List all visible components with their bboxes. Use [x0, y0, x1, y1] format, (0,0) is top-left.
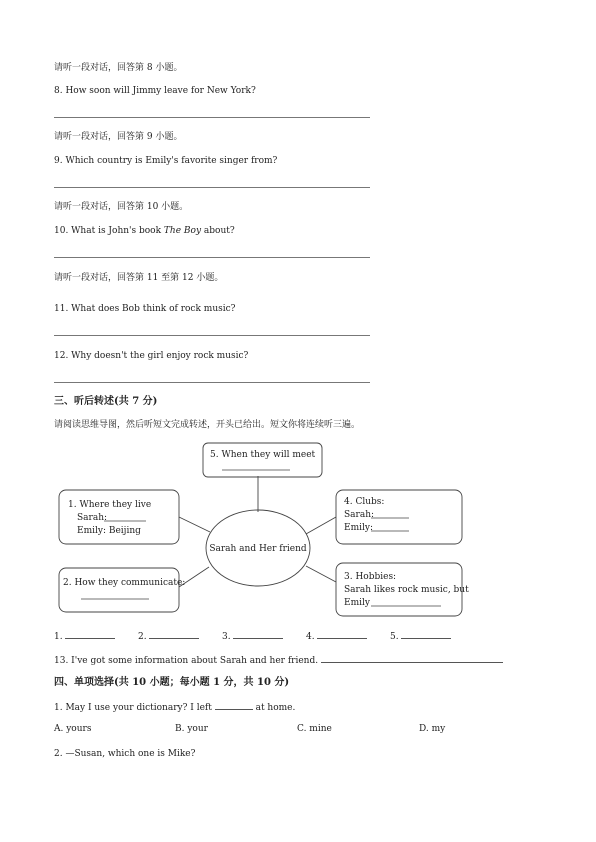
option-b[interactable]: B. your	[175, 724, 208, 734]
mc-blank-1[interactable]	[215, 701, 253, 710]
mindmap-box4-emily: Emily:	[344, 523, 373, 533]
answer-line-11[interactable]	[54, 335, 370, 336]
question-10-end: about?	[201, 226, 235, 236]
mindmap-box1-title: 1. Where they live	[68, 500, 152, 510]
blank-1-label: 1.	[54, 632, 63, 642]
mindmap-box1-sarah: Sarah:	[77, 513, 108, 523]
mc-question-2: 2. —Susan, which one is Mike?	[54, 749, 196, 759]
question-10	[54, 225, 235, 237]
question-9: 9. Which country is Emily's favorite singer from?	[54, 156, 278, 166]
blank-3-label: 3.	[222, 632, 231, 642]
mindmap-box1-emily: Emily: Beijing	[77, 526, 141, 536]
section-4-title: 四、单项选择(共 10 小题；每小题 1 分，共 10 分)	[54, 677, 290, 688]
option-a[interactable]: A. yours	[54, 724, 92, 734]
instruction-q11-12: 请听一段对话，回答第 11 至第 12 小题。	[54, 273, 224, 283]
answer-line-10[interactable]	[54, 257, 370, 258]
instruction-q8: 请听一段对话，回答第 8 小题。	[54, 63, 183, 73]
answer-line-12[interactable]	[54, 382, 370, 383]
answer-line-9[interactable]	[54, 187, 370, 188]
mindmap-box3-emily: Emily	[344, 598, 370, 608]
answer-line-13[interactable]	[321, 654, 503, 663]
blank-4-label: 4.	[306, 632, 315, 642]
blank-2[interactable]	[138, 630, 199, 642]
blank-3[interactable]	[222, 630, 283, 642]
mindmap-center: Sarah and Her friend	[209, 544, 307, 554]
mc-question-1-text: 1. May I use your dictionary? I left	[54, 703, 215, 713]
mc-question-1	[54, 701, 295, 714]
question-8: 8. How soon will Jimmy leave for New York?	[54, 86, 256, 96]
option-c[interactable]: C. mine	[297, 724, 332, 734]
mindmap-box2-title: 2. How they communicate:	[63, 578, 186, 588]
question-10-text: 10. What is John's book	[54, 226, 164, 236]
instruction-q9: 请听一段对话，回答第 9 小题。	[54, 132, 183, 142]
section-3-title: 三、听后转述(共 7 分)	[54, 396, 158, 407]
question-11: 11. What does Bob think of rock music?	[54, 304, 236, 314]
blank-2-label: 2.	[138, 632, 147, 642]
book-title: The Boy	[163, 226, 202, 236]
answer-line-8[interactable]	[54, 117, 370, 118]
question-13-text: 13. I've got some information about Sarah and her friend.	[54, 656, 319, 666]
mindmap-box5: 5. When they will meet	[210, 450, 316, 460]
box-communicate	[59, 568, 179, 612]
mindmap-box3-title: 3. Hobbies:	[344, 572, 397, 582]
box-when-meet	[203, 443, 322, 477]
question-13	[54, 654, 503, 667]
blank-4[interactable]	[306, 630, 367, 642]
mindmap-box3-sarah: Sarah likes rock music, but	[344, 585, 469, 595]
blank-5[interactable]	[390, 630, 451, 642]
mc-question-1-end: at home.	[252, 703, 296, 713]
blank-5-label: 5.	[390, 632, 399, 642]
section-3-instruction: 请阅读思维导图，然后听短文完成转述，开头已给出。短文你将连续听三遍。	[54, 420, 361, 430]
mindmap-box4-title: 4. Clubs:	[344, 497, 385, 507]
blank-1[interactable]	[54, 630, 115, 642]
option-d[interactable]: D. my	[419, 724, 446, 734]
question-12: 12. Why doesn't the girl enjoy rock music?	[54, 351, 249, 361]
mindmap-box4-sarah: Sarah:	[344, 510, 375, 520]
instruction-q10: 请听一段对话，回答第 10 小题。	[54, 202, 189, 212]
mind-map	[0, 440, 596, 620]
